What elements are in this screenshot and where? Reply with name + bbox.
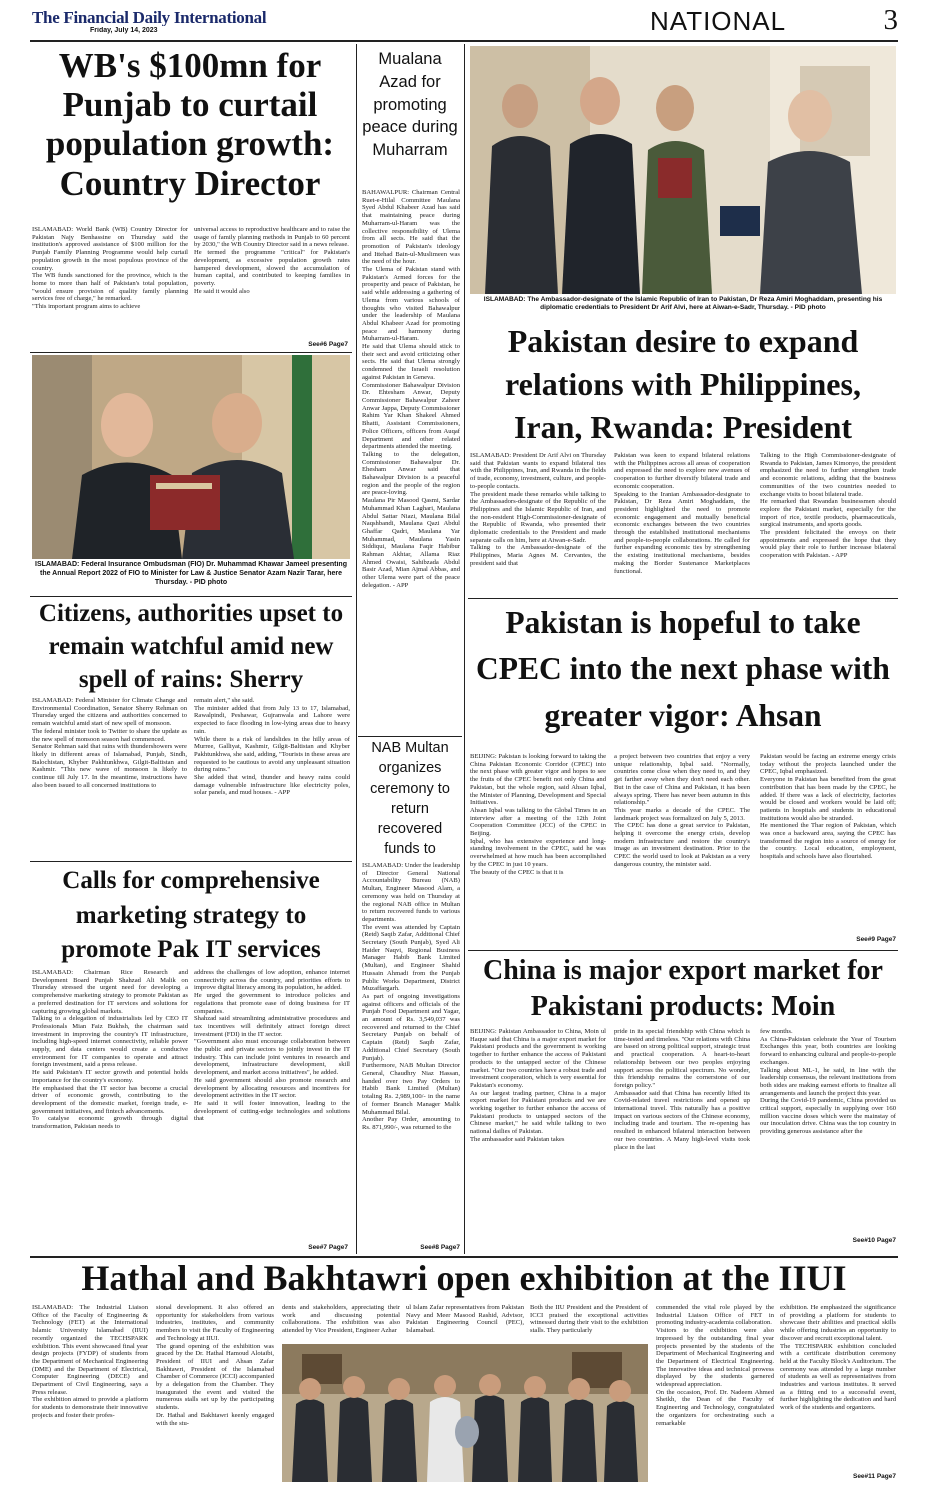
- headline-cpec-ahsan: Pakistan is hopeful to take CPEC into the next phase with greater vigor: Ahsan: [476, 605, 890, 733]
- continuation-cpec[interactable]: See#9 Page7: [856, 936, 896, 943]
- divider: [30, 861, 352, 862]
- article-wb-col2: universal access to reproductive healthcare and to raise the usage of family planning methods in Punjab to 60 percent by 2030," the WB Country Director said in a news release. He termed the programme "critical" for Pakistan's development, as excessive population growth rates hampered development, slowed the accumulation of human capital, and contributed to keeping families in poverty. He said it would also: [194, 226, 350, 295]
- divider: [30, 352, 352, 353]
- headline-nab-multan: NAB Multan organizes ceremony to return recovered funds to: [370, 740, 450, 858]
- continuation-iiui[interactable]: See#11 Page7: [852, 1473, 896, 1480]
- headline-it-services: Calls for comprehensive marketing strategy to promote Pak IT services: [61, 867, 321, 963]
- article-iiui-col7: exhibition. He emphasized the significance of providing a platform for students to showcase their abilities and practical skills while offering industries an opportunity to discover and recruit exceptional talent. The TECHSPARK exhibition concluded with a certificate distribution ceremony held at the Faculty Block's Auditorium. The ceremony was attended by a large number of students as well as representatives from industries and various institutes. It served as a fitting end to a successful event, further highlighting the dedication and hard work of the students and organizers.: [780, 1304, 896, 1412]
- continuation-nab[interactable]: See#8 Page7: [420, 1244, 460, 1251]
- photo-iran-credentials: [470, 46, 896, 294]
- headline-azad-muharram: Mualana Azad for promoting peace during Muharram: [362, 50, 458, 160]
- article-iiui-col6: commended the vital role played by the Industrial Liaison Office of FET in promoting industry-academia collaboration. Visitors to the exhibition were also impressed by the outstanding final year projects presented by the students of the Department of Mechanical Engineering and the Department of Electrical Engineering. The innovative ideas and technical prowess displayed by the students garnered widespread appreciation. On the occasion, Prof. Dr. Nadeem Ahmed Sheikh, the Dean of the Faculty of Engineering and Technology, congratulated the organizers for orchestrating such a remarkable: [656, 1304, 774, 1427]
- divider: [358, 736, 462, 737]
- article-iiui-col5: Both the IIU President and the President of ICCI praised the exceptional activities witnessed during their visit to the exhibition stalls. They particularly: [530, 1304, 648, 1335]
- article-president-col2: Pakistan was keen to expand bilateral relations with the Philippines across all areas of cooperation and expressed the need to explore new avenues of cooperation to further diversify bilateral trade and economic cooperation. Speaking to the Iranian Ambassador-designate to Pakistan, Dr Reza Amiri Moghaddam, the president highlighted the need to promote economic engagement and mutually beneficial economic exchanges between the two countries through the established institutional mechanisms and people-to-people collaborations. He called for further expanding economic ties by strengthening the existing institutional mechanisms, besides making the Border Sustenance Marketplaces functional.: [614, 452, 750, 575]
- article-president-col1: ISLAMABAD: President Dr Arif Alvi on Thursday said that Pakistan wants to expand bilateral ties with the Philippines, Iran, and Rwanda in the fields of trade, economy, investment, culture, and people-to-people contacts. The president made these remarks while talking to the Ambassadors-designate of the Republic of the Philippines and the Islamic Republic of Iran, and the non-resident High-Commissioner-designate of the Republic of Rwanda, who presented their diplomatic credentials to the President and made separate calls on him, here at Aiwan-e-Sadr. Talking to the Ambassador-designate of the Philippines, Maria Agnes M. Cervantes, the president said that: [470, 452, 606, 567]
- headline-president-relations: Pakistan desire to expand relations with Philippines, Iran, Rwanda: President: [505, 323, 861, 446]
- photo-fio-illustration: [32, 355, 350, 559]
- headline-china-export: China is major export market for Pakistani products: Moin: [483, 955, 883, 1023]
- article-iiui-col1: ISLAMABAD: The Industrial Liaison Office of the Faculty of Engineering & Technology (FET) at the International Islamic University Islamabad (IIUI) recently organized the TECHSPARK exhibition. This event showcased final year design projects (FYDP) of students from the Department of Mechanical Engineering (DME) and the Department of Electrical, Computer Engineering (DECE) and Department of Civil Engineering, says a Press release. The exhibition aimed to provide a platform for students to demonstrate their innovative projects and foster their profes-: [32, 1304, 148, 1419]
- page-number: 3: [883, 4, 898, 36]
- continuation-china[interactable]: See#10 Page7: [852, 1237, 896, 1244]
- continuation-it[interactable]: See#7 Page7: [308, 1244, 348, 1251]
- section-name: NATIONAL: [650, 6, 787, 36]
- issue-date: Friday, July 14, 2023: [90, 27, 158, 34]
- article-iiui-col2: sional development. It also offered an opportunity for stakeholders from various industries, institutes, and community members to visit the Faculty of Engineering and Technology at IIUI. The grand opening of the exhibition was graced by the Dr. Hathal Hamoud Alotaibi, President of IIUI and Ahsan Zafar Bakhtawri, President of the Islamabad Chamber of Commerce (ICCI) accompanied by a delegation from the Chamber. They inaugurated the event and visited the numerous stalls set up by the participating students. Dr. Hathal and Bakhtawri keenly engaged with the stu-: [156, 1304, 274, 1427]
- caption-fio: ISLAMABAD: Federal Insurance Ombudsman (FIO) Dr. Muhammad Khawar Jameel presenting the Annual Report 2022 of FIO to Minister for Law & Justice Senator Azam Nazir Tarar, here Thursday. - PID photo: [35, 561, 347, 586]
- article-china-col2: pride in its special friendship with China which is time-tested and timeless. "Our relations with China are based on strong political support, strategic trust and practical cooperation. A heart-to-heart relationship between our two peoples enjoying support across the political spectrum. No wonder, this friendship remains the cornerstone of our foreign policy." Ambassador said that China has recently lifted its Covid-related travel restrictions and opened up international travel. This naturally has a positive impact on various sectors of the Chinese economy, including trade and tourism. The re-opening has resulted in enhanced bilateral interaction between our two countries. A Many high-level visits took place in the last: [614, 1028, 750, 1151]
- divider: [468, 598, 898, 599]
- article-nab-body: ISLAMABAD: Under the leadership of Director General National Accountability Bureau (NAB) Multan, Engineer Masood Alam, a ceremony was held on Thursday at the regional NAB office in Multan to return recovered funds to various departments. The event was attended by Captain (Retd) Saqib Zafar, Additional Chief Secretary (South Punjab), Syed Ali Haider Naqvi, Regional Business Manager Habib Bank Limited (Multan), and Engineer Shahid Hussain Ahmadi from the Punjab Public Works Department, District Muzaffargarh. As part of ongoing investigations against officers and officials of the Punjab Food Department and Yagar, an amount of Rs. 3,549,037 was recovered and returned to the Chief Secretary Punjab on behalf of Captain (Retd) Saqib Zafar, Additional Chief Secretary (South Punjab). Furthermore, NAB Multan Director General, Chaudhry Niaz Hassan, handed over two Pay Orders to Habib Bank Limited (Multan) totaling Rs. 2,989,100/- in the name of former Branch Manager Malik Muhammad Bilal. Another Pay Order, amounting to Rs. 871,990/-, was returned to the: [362, 862, 460, 1131]
- continuation-wb[interactable]: See#6 Page7: [308, 341, 348, 348]
- article-azad-body: BAHAWALPUR: Chairman Central Ruet-e-Hilal Committee Maulana Syed Abdul Khabeer Azad has said that maintaining peace during Muharram-ul-Haram was the collective responsibility of Ulema from all sects. He said that the promotion of Pakistan's ideology and Ittehad Bain-ul-Muslimeen was the need of the hour. The Ulema of Pakistan stand with Pakistan's Armed forces for the prosperity and peace of Pakistan, he said while addressing a gathering of Ulema from various schools of thoughts who visited Bahawalpur under the leadership of Maulana Abdul Khabeer Azad for promoting peace and harmony during Muharram-ul-Haram. He said that Ulema should stick to their sect and avoid criticizing other sects. He said that Ulema strongly condemned the Israeli resolution against Pakistan in Geneva. Commissioner Bahawalpur Division Dr. Ehtesham Anwar, Deputy Commissioner Bahawalpur Zaheer Anwar Jappa, Deputy Commissioner Rahim Yar Khan Shakeel Ahmed Bhatti, Assistant Commissioners, Police Officers, officers from Auqaf Department and other related departments attended the meeting. Talking to the delegation, Commissioner Bahawalpur Dr. Ehesham Anwar said that Bahawalpur Division is a peaceful region and the people of the region are peace-loving. Maulana Pir Masood Qasmi, Sardar Muhammad Khan Laghari, Maulana Abdul Sattar Niazi, Maulana Bilal Naqshbandi, Maulana Qazi Abdul Ghaffar Qadri, Maulana Yar Muhammad, Maulana Yasin Siddiqui, Maulana Faqir Habibur Rahman Akhtar, Allama Riaz Ahmed Owaisi, Sahibzada Abdul Basir Azad, Mian Ajmal Abbas, and other Ulema were part of the peace delegation. - APP: [362, 189, 460, 589]
- photo-iran-illustration: [470, 46, 896, 294]
- headline-sherry-rains: Citizens, authorities upset to remain watchful amid new spell of rains: Sherry: [38, 600, 344, 693]
- column-rule: [464, 44, 465, 1254]
- article-sherry-col1: ISLAMABAD: Federal Minister for Climate Change and Environmental Coordination, Senator Sherry Rehman on Thursday urged the citizens and authorities concerned to remain watchful amid start of new spell of monsoon. The federal minister took to Twitter to share the update as the new spell of monsoon season had commenced. Senator Rehman said that rains with thundershowers were likely in different areas of Islamabad, Punjab, Sindh, Balochistan, Khyber Pakhtunkhwa, Gilgit-Baltistan and Kashmir. "This new wave of monsoon is likely to continue till July 17. In the meantime, instructions have also been issued to all concerned institutions to: [32, 697, 187, 789]
- divider: [468, 950, 898, 951]
- photo-iiui-illustration: [282, 1344, 648, 1482]
- article-wb-col1: ISLAMABAD: World Bank (WB) Country Director for Pakistan Najy Benhassine on Thursday said the institution's approved assistance of $100 million for the Punjab Family Planning Programme would help curtail population growth in the most populous province of the country. The WB funds sanctioned for the province, which is the home to more than half of Pakistan's total population, "would ensure provision of quality family planning services free of charge," he remarked. "This important program aims to achieve: [32, 226, 188, 311]
- masthead-rule: [30, 40, 898, 42]
- article-cpec-col3: Pakistan would be facing an extreme energy crisis today without the projects launched under the CPEC, Iqbal emphasized. Everyone in Pakistan has benefited from the great contribution that has been made by the CPEC, he added. If there was a lack of electricity, factories would be closed and workers would be laid off; patients in hospitals and students in educational institutions would also be stranded. He mentioned the Thar region of Pakistan, which was once a backward area, saying the CPEC has transformed the region into a source of energy for the country. Local education, employment, hospitals and schools have also flourished.: [760, 753, 896, 861]
- article-cpec-col2: a project between two countries that enjoy a very unique relationship, Iqbal said. "Normally, countries come close when they need to, and they get farther away when they don't need each other. But in the case of China and Pakistan, it has been always spring. There has never been autumn in this relationship." This year marks a decade of the CPEC. The landmark project was formalized on July 5, 2013. The CPEC has done a great service to Pakistan, helping it overcome the energy crisis, develop modern infrastructure and restore the country's image as an investment destination. Prior to the CPEC the world used to look at Pakistan as a very dangerous country, the minister said.: [614, 753, 750, 868]
- article-china-col3: few months. As China-Pakistan celebrate the Year of Tourism Exchanges this year, both countries are looking forward to enhancing cultural and people-to-people exchanges. Talking about ML-1, he said, in line with the leadership consensus, the relevant institutions from both sides are making earnest efforts to finalize all arrangements and launch the project this year. During the Covid-19 pandemic, China provided us critical support, especially in supplying over 160 million vaccine doses which were the mainstay of our inoculation drive. China was the top country in providing generous assistance after the: [760, 1028, 896, 1136]
- photo-iiui-exhibition: [282, 1344, 648, 1482]
- article-it-col2: address the challenges of low adoption, enhance internet connectivity across the country, and priorities efforts to improve digital literacy among its population, he added. He urged the government to introduce policies and regulations that promote ease of doing business for IT companies. Shahzad said streamlining administrative procedures and tax incentives will definitely attract foreign direct investment (FDI) in the IT sector. "Government also must encourage collaboration between the public and private sectors to jointly invest in the IT industry. This can include joint ventures in research and development, infrastructure development, skill development, and market access initiatives", he added. He said government should also promote research and development by allocating resources and incentives for development activities in the IT sector. He said it will foster innovation, leading to the development of cutting-edge technologies and solutions that: [194, 969, 350, 1123]
- article-iiui-col3: dents and stakeholders, appreciating their work and discussing potential collaborations. The exhibition was also attended by Vice President, Engineer Azhar: [282, 1304, 400, 1335]
- newspaper-name: The Financial Daily International: [32, 8, 267, 26]
- article-it-col1: ISLAMABAD: Chairman Rice Research and Development Board Punjab Shahzad Ali Malik on Thursday stressed the urgent need for developing a comprehensive marketing strategy to promote Pakistan as a preferred destination for IT services and solutions for capturing growing global markets. Talking to a delegation of industrialists led by CEO IT Professionals Mian Faiz Bukhsh, the chairman said investment in improving the country's IT infrastructure, including high-speed internet connectivity, reliable power supply, and data centers would create a conducive environment for IT companies to operate and attract foreign investment, said a press release. He said Pakistan's IT sector growth and potential holds importance for the country's economy. He emphasised that the IT sector has become a crucial driver of economic growth, contributing to the development of the domestic market, foreign trade, e-government initiatives, and fintech advancements. To catalyse economic growth through digital transformation, Pakistan needs to: [32, 969, 188, 1131]
- article-cpec-col1: BEIJING: Pakistan is looking forward to taking the China Pakistan Economic Corridor (CPEC) into the next phase with greater vigor and hopes to see the fruits of the CPEC benefit not only China and Pakistan, but the whole region, said Ahsan Iqbal, the Minister of Planning, Development and Special Initiatives. Ahsan Iqbal was talking to the Global Times in an interview after a meeting of the 12th Joint Cooperation Committee (JCC) of the CPEC in Beijing. Iqbal, who has extensive experience and long-standing involvement in the CPEC, said he was overwhelmed at how much has been accomplished by the CPEC in just 10 years. The beauty of the CPEC is that it is: [470, 753, 606, 876]
- article-president-col3: Talking to the High Commissioner-designate of Rwanda to Pakistan, James Kimonyo, the president emphasized the need to further strengthen trade and economic relations, adding that the business communities of the two countries needed to exchange visits to boost bilateral trade. He remarked that Rwandan businessmen should explore the Pakistani market, especially for the import of rice, textile products, pharmaceuticals, surgical instruments, and sports goods. The president felicitated the envoys on their appointments and expressed the hope that they would play their role to further increase bilateral cooperation with Pakistan. - APP: [760, 452, 896, 560]
- column-rule: [356, 44, 357, 1254]
- headline-wb-punjab: WB's $100mn for Punjab to curtail population growth: Country Director: [45, 46, 335, 203]
- headline-iiui-exhibition: Hathal and Bakhtawri open exhibition at the IIUI: [81, 1258, 847, 1298]
- article-china-col1: BEIJING: Pakistan Ambassador to China, Moin ul Haque said that China is a major export market for Pakistani products and the government is working together to further enhance the access of Pakistani products to the untapped sector of the Chinese market. "Our two countries have a robust trade and investment cooperation, which is very essential for Pakistan's economy. As our largest trading partner, China is a major export market for Pakistani products and we are working together to further enhance the access of Pakistani products to untapped sectors of the Chinese market," he said while talking to two national dailies of Pakistan. The ambassador said Pakistan takes: [470, 1028, 606, 1143]
- article-iiui-col4: ul Islam Zafar representatives from Pakistan Navy and Meer Masood Rashid, Advisor, Pakistan Engineering Council (PEC), Islamabad.: [406, 1304, 524, 1335]
- photo-fio-report: [32, 355, 350, 559]
- article-sherry-col2: remain alert," she said. The minister added that from July 13 to 17, Islamabad, Rawalpindi, Peshawar, Gujranwala and Lahore were expected to face flooding in low-lying areas due to heavy rain. While there is a risk of landslides in the hilly areas of Murree, Galliyat, Kashmir, Gilgit-Baltistan and Khyber Pakhtunkhwa, she said, adding, "Tourists in these areas are requested to be cautious to avoid any unpleasant situation during rains." She added that wind, thunder and heavy rains could damage vulnerable infrastructure like electricity poles, solar panels, and mud houses. - APP: [194, 697, 350, 797]
- caption-iran: ISLAMABAD: The Ambassador-designate of the Islamic Republic of Iran to Pakistan, Dr Reza Amiri Moghaddam, presenting his diplomatic credentials to President Dr Arif Alvi, here at Aiwan-e-Sadr, Thursday. - PID photo: [483, 296, 883, 312]
